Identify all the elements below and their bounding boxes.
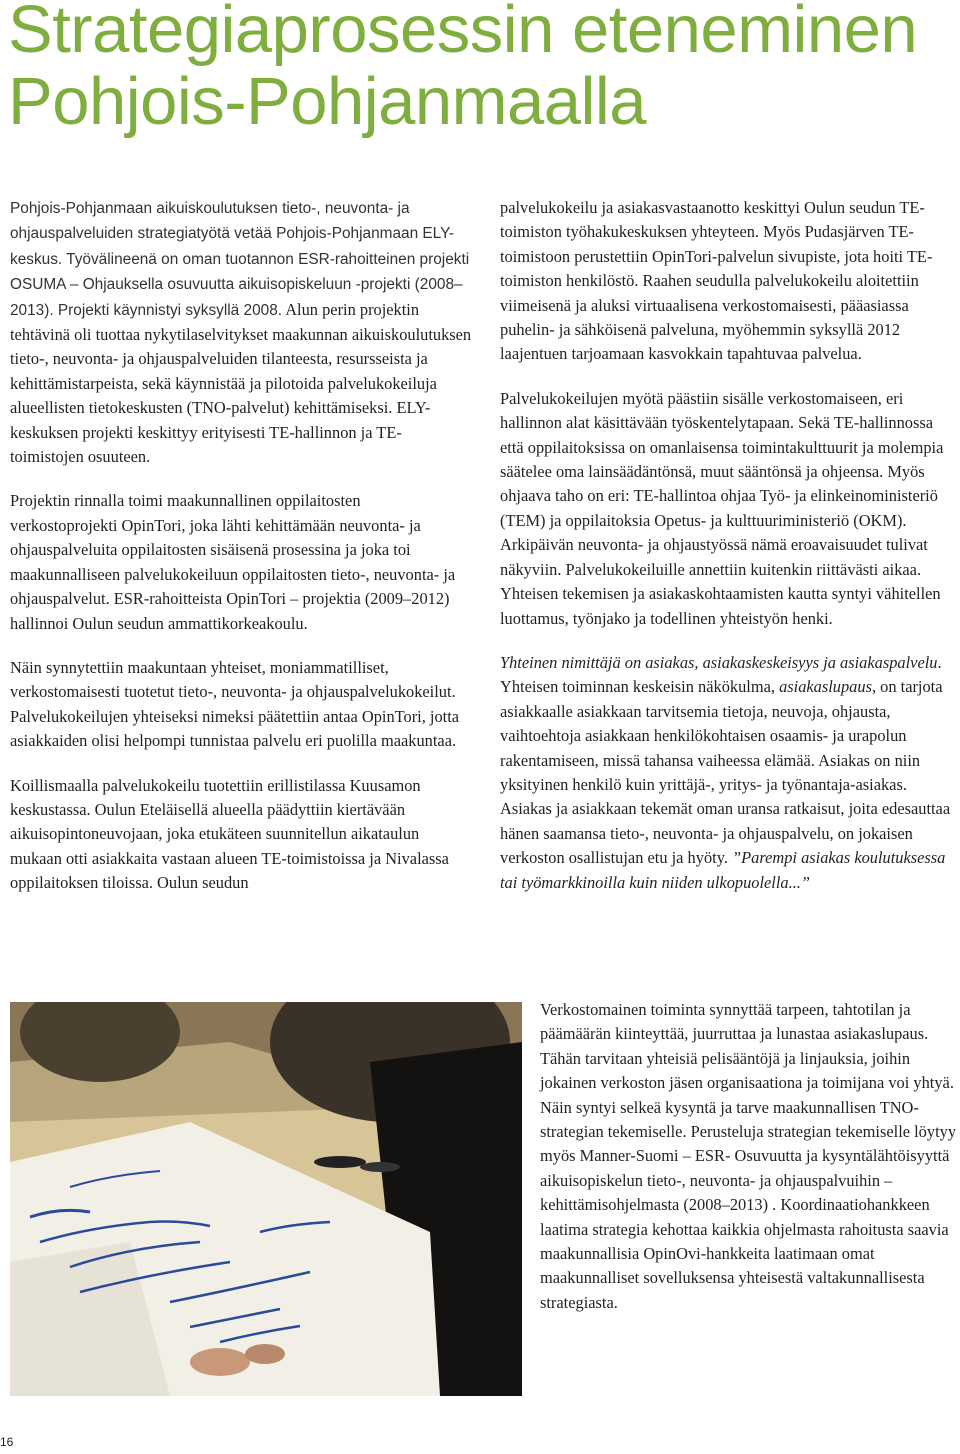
right-paragraph-3-italic-1: Yhteinen nimittäjä on asiakas, asiakaskeskeisyys ja asiakaspalvelu — [500, 652, 938, 672]
right-paragraph-2: Palvelukokeilujen myötä päästiin sisälle verkostomaiseen, eri hallinnon alat käsittävään työskentelytapaan. Sekä TE-hallinnossa että oppilaitoksissa on omanlaisensa toimintakulttuurit ja molempia säätelee oma lainsäädäntönsä, muut sääntönsä ja ohjeensa. Myös ohjaava taho on eri: TE-hallintoa ohjaa Työ- ja elinkeinoministeriö (TEM) ja oppilaitoksia Opetus- ja kulttuuriministeriö (OKM). Arkipäivän neuvonta- ja ohjaustyössä nämä eroavaisuudet tulivat näkyviin. Palvelukokeiluille annettiin kuitenkin riittävästi aikaa. Yhteisen tekemisen ja asiakaskohtaamisten kautta syntyi vähitellen luottamus, työnjako ja todellinen yhteistyön henki. — [500, 388, 944, 628]
left-paragraph-1 — [10, 196, 472, 469]
right-paragraph-3-text-1: . Yhteisen toiminnan keskeisin näkökulma, — [500, 652, 942, 697]
bottom-paragraph-1: Verkostomainen toiminta synnyttää tarpeen, tahtotilan ja päämäärän kiinteyttää, juurruttaa ja lunastaa asiakaslupaus. Tähän tarvitaan yhteisiä pelisääntöjä ja linjauksia, joihin jokainen verkoston jäsen organisaationa ja toimijana voi yhtyä. Näin syntyi selkeä kysyntä ja tarve maakunnallisen TNO-strategian tekemiselle. Perusteluja strategian tekemiselle löytyy myös Manner-Suomi – ESR- Osuvuutta ja kysyntälähtöisyyttä aikuisopiskelun tieto-, neuvonta- ja ohjauspalvuihin – kehittämisohjelmasta (2008–2013) . Koordinaatiohankkeen laatima strategia kehottaa kaikkia ohjelmasta rahoitusta saavia maakunnallisia OpinOvi-hankkeita laatimaan omat maakunnalliset sovelluksensa yhteisestä valtakunnallisesta strategiasta. — [540, 1000, 957, 1312]
bottom-right-column — [540, 998, 958, 1335]
right-paragraph-3-italic-3: ”Parempi asiakas koulutuksessa tai työmarkkinoilla kuin niiden ulkopuolella...” — [500, 848, 946, 892]
page-title-line-1: Strategiaprosessin eteneminen — [8, 0, 918, 67]
left-paragraph-1-body: Alun perin projektin tehtävinä oli tuottaa nykytilaselvitykset maakunnan aikuiskoulutuksen tieto-, neuvonta- ja ohjauspalveluiden tilanteesta, resursseista ja kehittämistarpeista, sekä käynnistää ja pilotoida palvelukokeiluja alueellisten tietokeskusten (TNO-palvelut) kehittämiseksi. ELY-keskuksen projekti keskittyy erityisesti TE-hallinnon ja TE-toimistojen osuuteen. — [10, 299, 472, 467]
left-paragraph-3: Näin synnytettiin maakuntaan yhteiset, moniammatilliset, verkostomaisesti tuotetut tieto-, neuvonta- ja ohjauspalvelukokeilut. Palvelukokeilujen yhteiseksi nimeksi päätettiin antaa OpinTori, jotta asiakkaiden olisi helpompi tunnistaa palvelu eri puolilla maakuntaa. — [10, 657, 460, 751]
right-column — [500, 196, 958, 915]
left-paragraph-4: Koillismaalla palvelukokeilu tuotettiin erillistilassa Kuusamon keskustassa. Oulun Eteläisellä alueella päädyttiin kiertävään aikuisopintoneuvojaan, joka etukäteen suunnitellun aikataulun mukaan otti asiakkaita vastaan alueen TE-toimistoissa ja Nivalassa oppilaitoksen tiloissa. Oulun seudun — [10, 775, 449, 893]
right-paragraph-3 — [500, 651, 958, 895]
right-paragraph-3-italic-2: asiakaslupaus — [779, 677, 872, 697]
page-number: 16 — [0, 1435, 14, 1449]
workshop-photo-icon — [10, 1002, 522, 1396]
right-paragraph-1: palvelukokeilu ja asiakasvastaanotto keskittyi Oulun seudun TE-toimiston työhakukeskuksen yhteyteen. Myös Pudasjärven TE-toimistoon perustettiin OpinTori-palvelun sivupiste, jota hoiti TE-toimiston henkilöstö. Raahen seudulla palvelukokeilu aloitettiin viimeisenä ja aluksi virtuaalisena verkostomaisesti, pääasiassa puhelin- ja sähköisenä palveluna, myöhemmin syksyllä 2012 laajentuen tarjoamaan kasvokkain tapahtuvaa palvelua. — [500, 198, 933, 364]
page-title-line-2: Pohjois-Pohjanmaalla — [8, 64, 647, 139]
page-title — [8, 0, 917, 138]
left-paragraph-1-lead: Pohjois-Pohjanmaan aikuiskoulutuksen tieto-, neuvonta- ja ohjauspalveluiden strategiatyötä vetää Pohjois-Pohjanmaan ELY-keskus. Työvälineenä on oman tuotannon ESR-rahoitteinen projekti OSUMA – Ohjauksella osuvuutta aikuisopiskeluun -projekti (2008–2013). Projekti käynnistyi syksyllä 2008. — [10, 200, 470, 319]
left-column — [10, 196, 472, 916]
left-paragraph-2: Projektin rinnalla toimi maakunnallinen oppilaitosten verkostoprojekti OpinTori, joka lähti kehittämään neuvonta- ja ohjauspalveluita oppilaitosten sisäisenä prosessina ja joka toi maakunnalliseen palvelukokeiluun oppilaitosten tieto-, neuvonta- ja ohjauspalvelut. ESR-rahoitteista OpinTori – projektia (2009–2012) hallinnoi Oulun seudun ammattikorkeakoulu. — [10, 491, 456, 633]
right-paragraph-3-text-2: , on tarjota asiakkaalle asiakkaan tarvitsemia tietoja, neuvoja, ohjausta, vaihtoehtoja asiakkaan henkilökohtaisen osaamis- ja urapolun rakentamiseen, missä tahansa vaiheessa elämää. Asiakas on niin yksityinen henkilö kuin yrittäjä-, yritys- ja työnantaja-asiakas. Asiakas ja asiakkaan tekemät oman uransa ratkaisut, joita edesauttaa hänen saamansa tieto-, neuvonta- ja ohjauspalvelu, on jokaisen verkoston osallistujan etu ja hyöty. — [500, 677, 951, 868]
